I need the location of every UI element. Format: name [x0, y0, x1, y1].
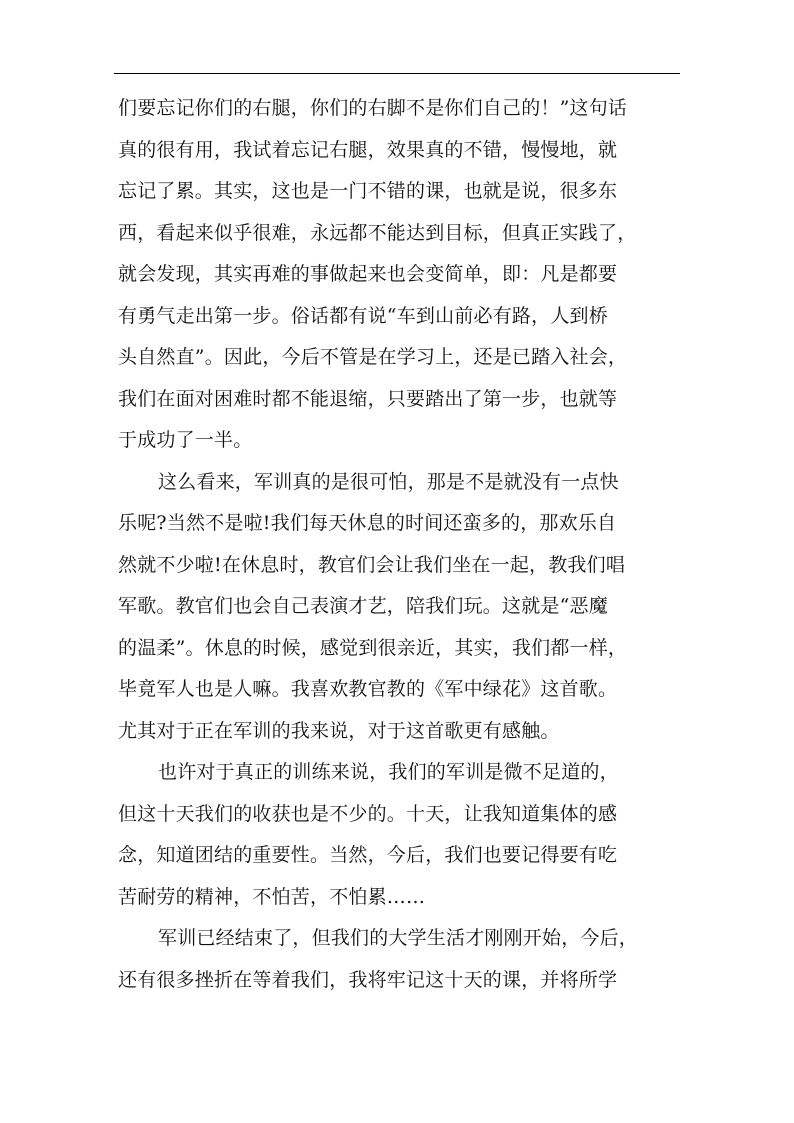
text-line: 然就不少啦!在休息时，教官们会让我们坐在一起，教我们唱	[118, 553, 626, 576]
paragraph-start-line: 这么看来，军训真的是很可怕，那是不是就没有一点快	[158, 470, 619, 493]
paragraph-start-line: 也许对于真正的训练来说，我们的军训是微不足道的，	[158, 761, 619, 783]
text-line: 就会发现，其实再难的事做起来也会变简单，即：凡是都要	[118, 263, 618, 285]
text-line: 但这十天我们的收获也是不少的。十天，让我知道集体的感	[118, 802, 618, 825]
text-line: 还有很多挫折在等着我们，我将牢记这十天的课，并将所学	[118, 968, 618, 991]
text-line: 们要忘记你们的右腿，你们的右脚不是你们自己的！”这句话	[118, 97, 628, 119]
document-body	[118, 88, 684, 1001]
text-line: 我们在面对困难时都不能退缩，只要踏出了第一步，也就等	[118, 387, 618, 410]
text-line: 苦耐劳的精神，不怕苦，不怕累……	[118, 885, 426, 908]
text-line: 有勇气走出第一步。俗话都有说“车到山前必有路，人到桥	[118, 304, 608, 327]
text-line: 忘记了累。其实，这也是一门不错的课，也就是说，很多东	[118, 180, 618, 202]
text-line: 西，看起来似乎很难，永远都不能达到目标，但真正实践了，	[118, 221, 637, 244]
text-line: 头自然直”。因此，今后不管是在学习上，还是已踏入社会，	[118, 346, 628, 368]
text-line: 于成功了一半。	[118, 429, 253, 451]
paragraph-start-line: 军训已经结束了，但我们的大学生活才刚刚开始，今后，	[158, 927, 639, 949]
text-line: 毕竟军人也是人嘛。我喜欢教官教的《军中绿花》这首歌。	[118, 678, 618, 700]
header-rule	[114, 73, 680, 74]
text-line: 念，知道团结的重要性。当然，今后，我们也要记得要有吃	[118, 844, 618, 866]
text-line: 的温柔”。休息的时候，感觉到很亲近，其实，我们都一样，	[118, 636, 628, 659]
text-line: 乐呢?当然不是啦!我们每天休息的时间还蛮多的，那欢乐自	[118, 512, 617, 534]
text-line: 军歌。教官们也会自己表演才艺，陪我们玩。这就是“恶魔	[118, 595, 608, 617]
text-line: 尤其对于正在军训的我来说，对于这首歌更有感触。	[118, 719, 560, 742]
text-line: 真的很有用，我试着忘记右腿，效果真的不错，慢慢地，就	[118, 138, 618, 161]
